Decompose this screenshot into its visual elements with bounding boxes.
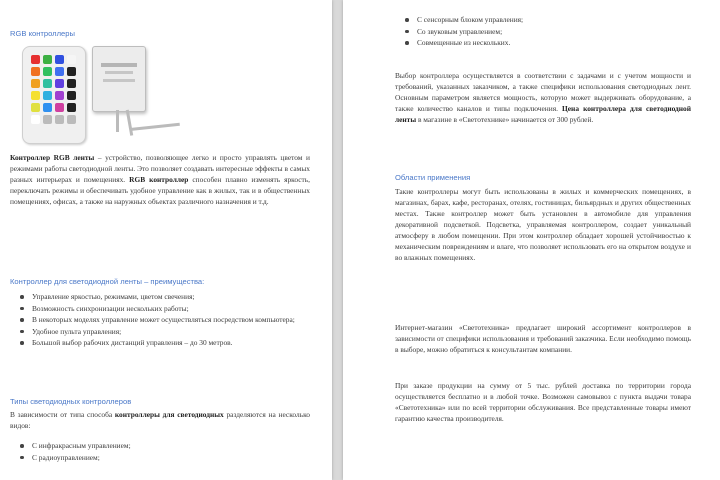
remote-key xyxy=(31,103,40,112)
remote-key xyxy=(55,55,64,64)
choice-paragraph: Выбор контроллера осуществляется в соответствии с задачами и с учетом мощности и требований, указанных заказчиком, а также специфики использования светодиодных лент. Основным параметром является мощность, которую может выдерживать оборудование, а также количество каналов и типы подключения. Цена контроллера для светодиодной ленты в магазине в «Светотехнике» начинается от 300 рублей. xyxy=(395,71,692,124)
remote-key xyxy=(67,55,76,64)
remote-key xyxy=(31,55,40,64)
heading-rgb-controllers: RGB контроллеры xyxy=(10,29,75,38)
remote-key xyxy=(55,91,64,100)
remote-key xyxy=(67,79,76,88)
remote-key xyxy=(55,67,64,76)
remote-key xyxy=(43,115,52,124)
application-paragraph-2: Интернет-магазин «Светотехника» предлагает широкий ассортимент контроллеров в зависимости от специфики использования и требований заказчика. Если необходимо помощь в выборе, можно обратиться к консультантам компании. xyxy=(395,323,691,354)
list-item: Совмещенные из нескольких. xyxy=(401,37,691,49)
list-item: С инфракрасным управлением; xyxy=(16,440,310,452)
remote-key xyxy=(31,67,40,76)
list-item: В некоторых моделях управление может осуществляться посредством компьютера; xyxy=(16,314,310,326)
remote-key xyxy=(43,103,52,112)
document-page-left xyxy=(0,0,332,480)
remote-key xyxy=(55,103,64,112)
list-item: Большой выбор рабочих дистанций управления – до 30 метров. xyxy=(16,337,310,349)
heading-advantages: Контроллер для светодиодной ленты – преимущества: xyxy=(10,277,205,286)
intro-paragraph: Контроллер RGB ленты – устройство, позволяющее легко и просто управлять цветом и режимами работы светодиодной ленты. Это позволяет создавать интересные эффекты в самых разных интерьерах и помещениях. RGB контроллер способен плавно изменять яркость, переключать режимы и обеспечивать удобное управление как в жилых, так и в общественных помещениях, офисах, а также на наружных объектах различного назначения и т.д. xyxy=(10,153,310,206)
list-item: Управление яркостью, режимами, цветом свечения; xyxy=(16,291,310,303)
list-item: С радиоуправлением; xyxy=(16,452,310,464)
remote-key xyxy=(31,115,40,124)
remote-key xyxy=(67,115,76,124)
remote-key xyxy=(43,55,52,64)
product-photo-rgb-remote-and-controller xyxy=(18,42,184,146)
document-page-right xyxy=(343,0,720,480)
remote-key xyxy=(67,67,76,76)
types-list-continued xyxy=(401,14,691,49)
remote-key xyxy=(67,91,76,100)
remote-key xyxy=(31,91,40,100)
heading-application-areas: Области применения xyxy=(395,173,471,182)
remote-key xyxy=(67,103,76,112)
list-item: Удобное пульта управления; xyxy=(16,326,310,338)
types-intro-paragraph: В зависимости от типа способа контроллеры для светодиодных разделяются на несколько видов: xyxy=(10,410,310,430)
types-list xyxy=(16,440,310,463)
remote-key xyxy=(31,79,40,88)
list-item: Возможность синхронизации нескольких работы; xyxy=(16,303,310,315)
heading-controller-types: Типы светодиодных контроллеров xyxy=(10,397,132,406)
controller-box-image xyxy=(92,46,146,112)
remote-key xyxy=(43,79,52,88)
application-paragraph-3: При заказе продукции на сумму от 5 тыс. рублей доставка по территории города осуществляется бесплатно и в любой точке. Возможен самовывоз с пункта выдачи товара «Светотехника» или по всей территории обслуживания. Все представленные товары имеют гарантию качества производителя. xyxy=(395,381,691,423)
advantages-list xyxy=(16,291,310,349)
ir-remote-image xyxy=(22,46,86,144)
application-paragraph-1: Такие контроллеры могут быть использованы в жилых и коммерческих помещениях, в магазинах, барах, кафе, ресторанах, отелях, гостиницах, бильярдных и других общественных местах. Также контроллер может быть установлен в автомобиле для управления декоративной подсветкой. Подсветка, управляемая контроллером, создает уникальный атмосферу в любом помещении. При этом контроллер обладает хорошей устойчивостью к механическим повреждениям и влаге, что позволяет использовать его на открытом воздухе и во влажных помещениях. xyxy=(395,187,691,262)
remote-keypad xyxy=(31,55,76,124)
list-item: С сенсорным блоком управления; xyxy=(401,14,691,26)
remote-key xyxy=(55,115,64,124)
remote-key xyxy=(43,67,52,76)
list-item: Со звуковым управлением; xyxy=(401,26,691,38)
remote-key xyxy=(43,91,52,100)
remote-key xyxy=(55,79,64,88)
